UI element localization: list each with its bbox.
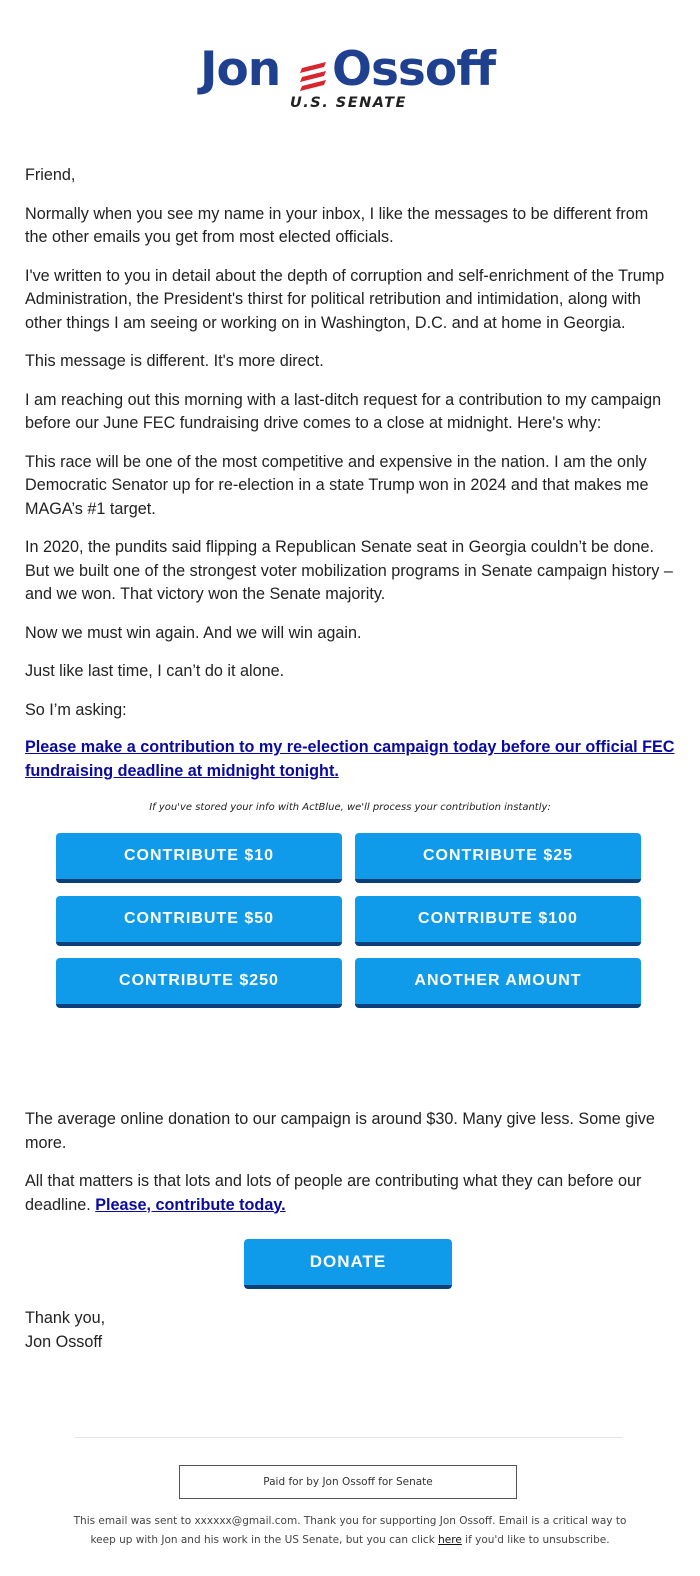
contribute-today-link[interactable]: Please, contribute today. (95, 1195, 286, 1214)
unsubscribe-link[interactable]: here (438, 1534, 462, 1546)
another-amount-button[interactable]: ANOTHER AMOUNT (355, 958, 641, 1008)
body-paragraph: Just like last time, I can’t do it alone. (25, 662, 285, 680)
body-paragraph: So I’m asking: (25, 700, 127, 719)
cta-paragraph (25, 736, 675, 783)
logo-first-name: Jon (200, 42, 281, 97)
footer-unsubscribe-text: if you'd like to unsubscribe. (465, 1534, 610, 1546)
body-paragraph: In 2020, the pundits said flipping a Republican Senate seat in Georgia couldn’t be done. But we built one of the strongest voter mobilization programs in Senate campaign history – and we won. That victory won the Senate majority. (25, 538, 673, 603)
footer-text (70, 1512, 630, 1550)
body-paragraph: Now we must win again. And we will win again. (25, 623, 362, 642)
body-paragraph (25, 1170, 675, 1217)
contribute-50-button[interactable]: CONTRIBUTE $50 (56, 896, 342, 946)
donate-button[interactable]: DONATE (244, 1239, 452, 1289)
body-paragraph: The average online donation to our campaign is around $30. Many give less. Some give more. (25, 1110, 655, 1152)
body-paragraph: Normally when you see my name in your inbox, I like the messages to be different from the other emails you get from most elected officials. (25, 204, 649, 246)
contribution-button-grid (25, 833, 675, 1013)
paid-for-disclaimer: Paid for by Jon Ossoff for Senate (179, 1465, 517, 1499)
greeting: Friend, (25, 166, 76, 184)
footer-message: . Thank you for supporting Jon Ossoff. Email is a critical way to keep up with Jon and his work in the US Senate, but you can click (90, 1515, 627, 1546)
closing-section (25, 1108, 675, 1232)
email-body (25, 164, 675, 1013)
contribute-100-button[interactable]: CONTRIBUTE $100 (355, 896, 641, 946)
actblue-note: If you've stored your info with ActBlue, we'll process your contribution instantly: (149, 802, 551, 813)
body-paragraph: This message is different. It's more direct. (25, 352, 324, 370)
campaign-logo[interactable] (0, 40, 700, 120)
contribute-10-button[interactable]: CONTRIBUTE $10 (56, 833, 342, 883)
contribute-25-button[interactable]: CONTRIBUTE $25 (355, 833, 641, 883)
signature-name: Jon Ossoff (25, 1332, 103, 1351)
body-paragraph: I've written to you in detail about the depth of corruption and self-enrichment of the Trump Administration, the President's thirst for political retribution and intimidation, along with other things I am seeing or working on in Washington, D.C. and at home in Georgia. (25, 266, 665, 332)
recipient-email: xxxxxx@gmail.com (194, 1515, 298, 1527)
paragraph-text: All that matters is that lots and lots of people are contributing what they can before our deadline. (25, 1172, 642, 1214)
logo-last-name: Ossoff (332, 42, 496, 97)
logo-subtitle: U.S. SENATE (290, 95, 407, 111)
contribution-cta-link[interactable]: Please make a contribution to my re-election campaign today before our official FEC fundraising deadline at midnight tonight. (25, 738, 675, 780)
body-paragraph: This race will be one of the most competitive and expensive in the nation. I am the only Democratic Senator up for re-election in a state Trump won in 2024 and that makes me MAGA’s #1 target. (25, 452, 649, 518)
contribute-250-button[interactable]: CONTRIBUTE $250 (56, 958, 342, 1008)
signoff (25, 1307, 105, 1354)
footer-divider (75, 1437, 623, 1438)
footer-sent-to: This email was sent to (73, 1515, 192, 1527)
signoff-line: Thank you, (25, 1309, 106, 1327)
body-paragraph: I am reaching out this morning with a last-ditch request for a contribution to my campaign before our June FEC fundraising drive comes to a close at midnight. Here's why: (25, 390, 662, 432)
